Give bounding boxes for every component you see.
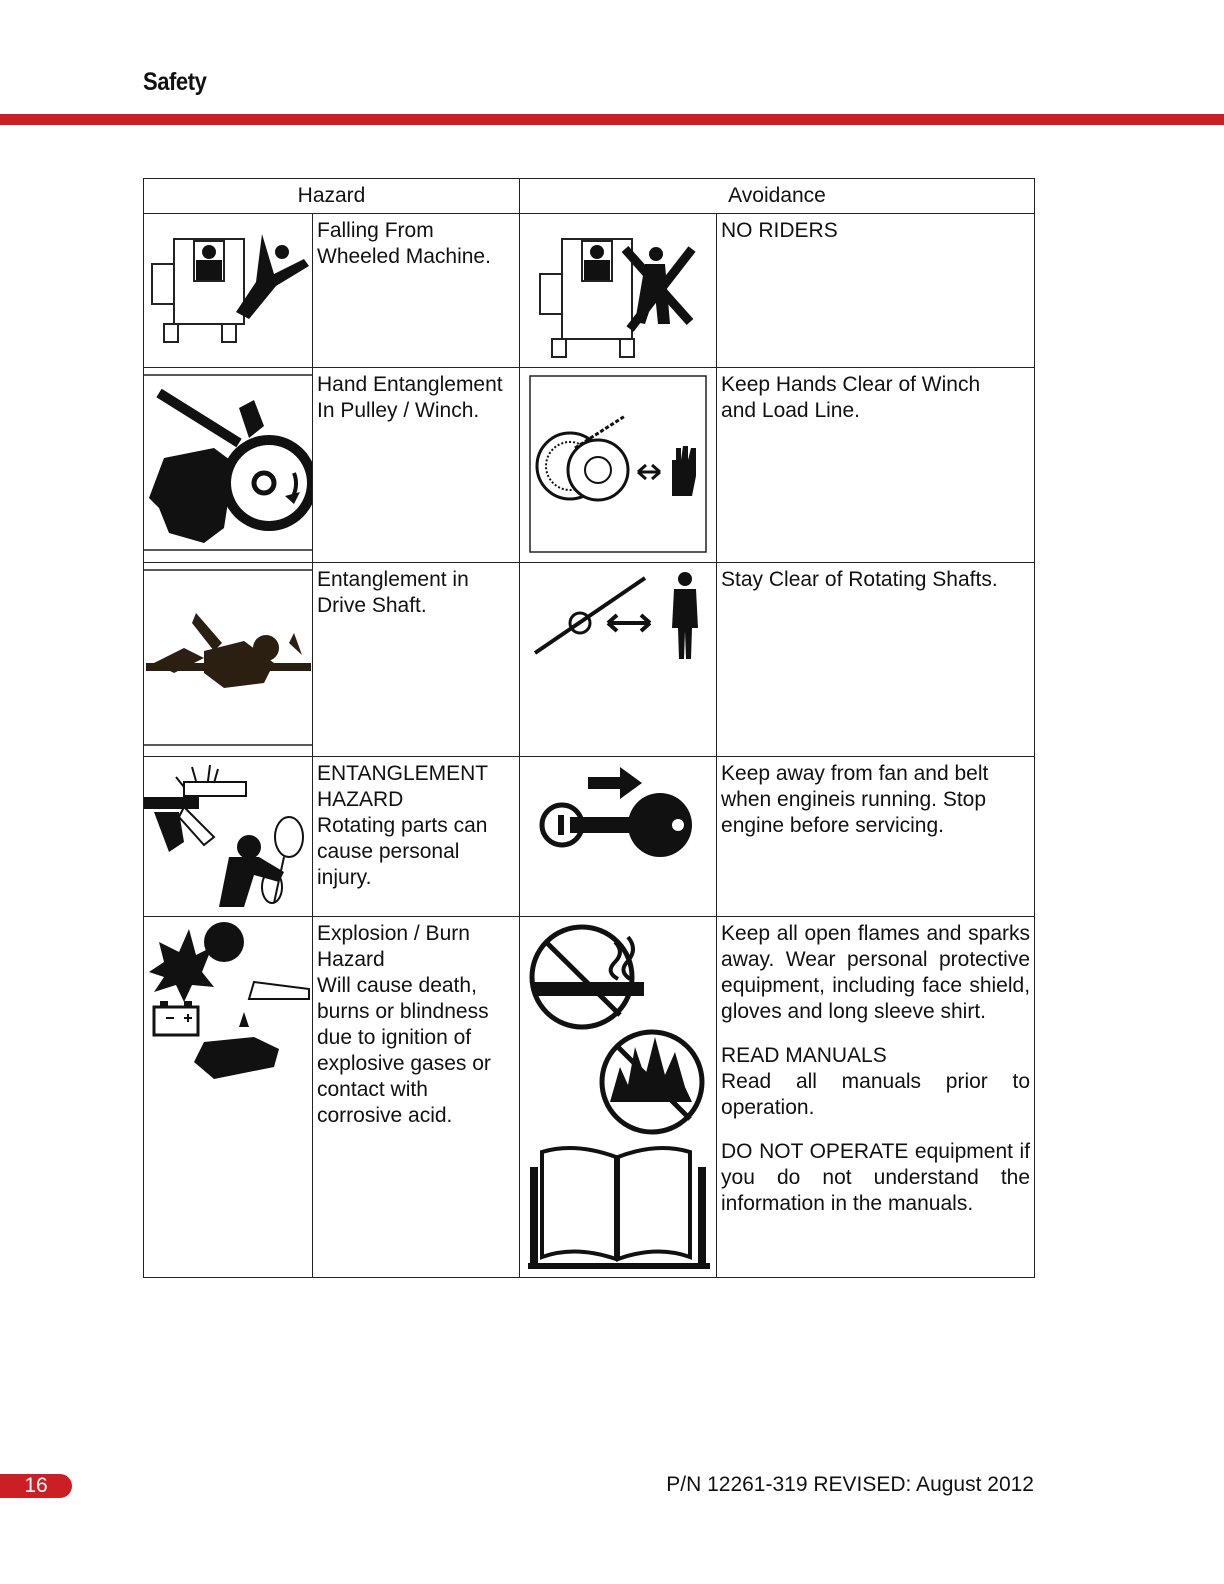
hazard-icon-cell <box>144 917 313 1278</box>
hazard-text-line: burns or blindness <box>317 1000 489 1023</box>
remove-key-icon <box>520 757 716 916</box>
hazard-text-line: HAZARD <box>317 788 404 811</box>
avoidance-text-line: Keep away from fan and belt <box>721 762 989 785</box>
hand-entanglement-pulley-icon <box>144 368 312 562</box>
avoidance-text-line: Keep Hands Clear of Winch <box>721 373 981 396</box>
drive-shaft-entanglement-icon <box>144 563 312 756</box>
hazard-text-cell <box>313 368 520 563</box>
no-smoking-icon <box>532 927 644 1027</box>
avoidance-icon-cell <box>520 757 717 917</box>
avoidance-icon-cell <box>520 368 717 563</box>
page-number: 16 <box>0 1474 72 1498</box>
explosion-burn-battery-icon <box>144 917 312 1277</box>
hazard-text-line: Explosion / Burn <box>317 922 470 945</box>
read-manual-icon <box>528 1148 710 1269</box>
avoidance-text-line: and Load Line. <box>721 399 860 422</box>
table-row <box>144 214 1035 368</box>
hazard-text-line: explosive gases or <box>317 1052 491 1075</box>
table-row <box>144 917 1035 1278</box>
avoidance-text-line: NO RIDERS <box>721 219 838 242</box>
hazard-text-line: corrosive acid. <box>317 1104 453 1127</box>
no-riders-icon <box>520 214 716 367</box>
avoidance-icon-cell <box>520 917 717 1278</box>
hazard-text-cell <box>313 214 520 368</box>
hazard-text-line: Falling From <box>317 219 434 242</box>
hazard-text-line: Rotating parts can <box>317 814 488 837</box>
avoidance-column-header: Avoidance <box>520 179 1035 214</box>
table-row <box>144 368 1035 563</box>
fan-belt-entanglement-icon <box>144 757 312 916</box>
hazard-text-line: Entanglement in <box>317 568 469 591</box>
table-row <box>144 757 1035 917</box>
no-open-flame-icon <box>602 1032 702 1132</box>
hazard-text-line: Hand Entanglement <box>317 373 503 396</box>
avoidance-text-line: engine before servicing. <box>721 814 944 837</box>
hazard-text-cell <box>313 563 520 757</box>
hazard-text-line: In Pulley / Winch. <box>317 399 480 422</box>
hazard-text-line: injury. <box>317 866 372 889</box>
hazard-icon-cell <box>144 563 313 757</box>
avoidance-text-cell <box>717 917 1035 1278</box>
avoidance-paragraph: Read all manuals prior to operation. <box>721 1070 1031 1119</box>
hazard-text-line: cause personal <box>317 840 460 863</box>
stay-clear-shaft-icon <box>520 563 716 756</box>
avoidance-icon-cell <box>520 214 717 368</box>
section-title: Safety <box>143 68 207 96</box>
hazard-text-line: Will cause death, <box>317 974 477 997</box>
avoidance-text-cell <box>717 757 1035 917</box>
avoidance-text-line: when engineis running. Stop <box>721 788 987 811</box>
falling-from-machine-icon <box>144 214 312 367</box>
header-rule <box>0 114 1224 125</box>
avoidance-text-cell <box>717 563 1035 757</box>
table-row <box>144 563 1035 757</box>
hazard-text-cell <box>313 917 520 1278</box>
hazard-icon-cell <box>144 214 313 368</box>
hazard-text-line: Wheeled Machine. <box>317 245 491 268</box>
avoidance-icon-cell <box>520 563 717 757</box>
avoidance-paragraph: DO NOT OPERATE equipment if you do not understand the information in the manuals. <box>721 1140 1031 1215</box>
hazard-text-line: due to ignition of <box>317 1026 472 1049</box>
hazard-text-cell <box>313 757 520 917</box>
hazard-text-line: Hazard <box>317 948 385 971</box>
avoidance-text-cell <box>717 214 1035 368</box>
hazard-avoidance-table <box>143 178 1035 1278</box>
avoidance-icons-group <box>520 917 716 1277</box>
hazard-text-line: contact with <box>317 1078 428 1101</box>
hazard-text-line: Drive Shaft. <box>317 594 427 617</box>
footer-part-number: P/N 12261-319 REVISED: August 2012 <box>666 1473 1034 1496</box>
avoidance-heading: READ MANUALS <box>721 1044 887 1067</box>
table-header-row <box>144 179 1035 214</box>
hazard-text-line: ENTANGLEMENT <box>317 762 489 785</box>
avoidance-paragraph: Keep all open flames and sparks away. Wear personal protective equipment, including face shield, gloves and long sleeve shirt. <box>721 922 1031 1023</box>
avoidance-text-line: Stay Clear of Rotating Shafts. <box>721 568 998 591</box>
keep-hands-clear-winch-icon <box>520 368 716 562</box>
hazard-icon-cell <box>144 757 313 917</box>
hazard-column-header: Hazard <box>144 179 520 214</box>
avoidance-text-cell <box>717 368 1035 563</box>
hazard-icon-cell <box>144 368 313 563</box>
